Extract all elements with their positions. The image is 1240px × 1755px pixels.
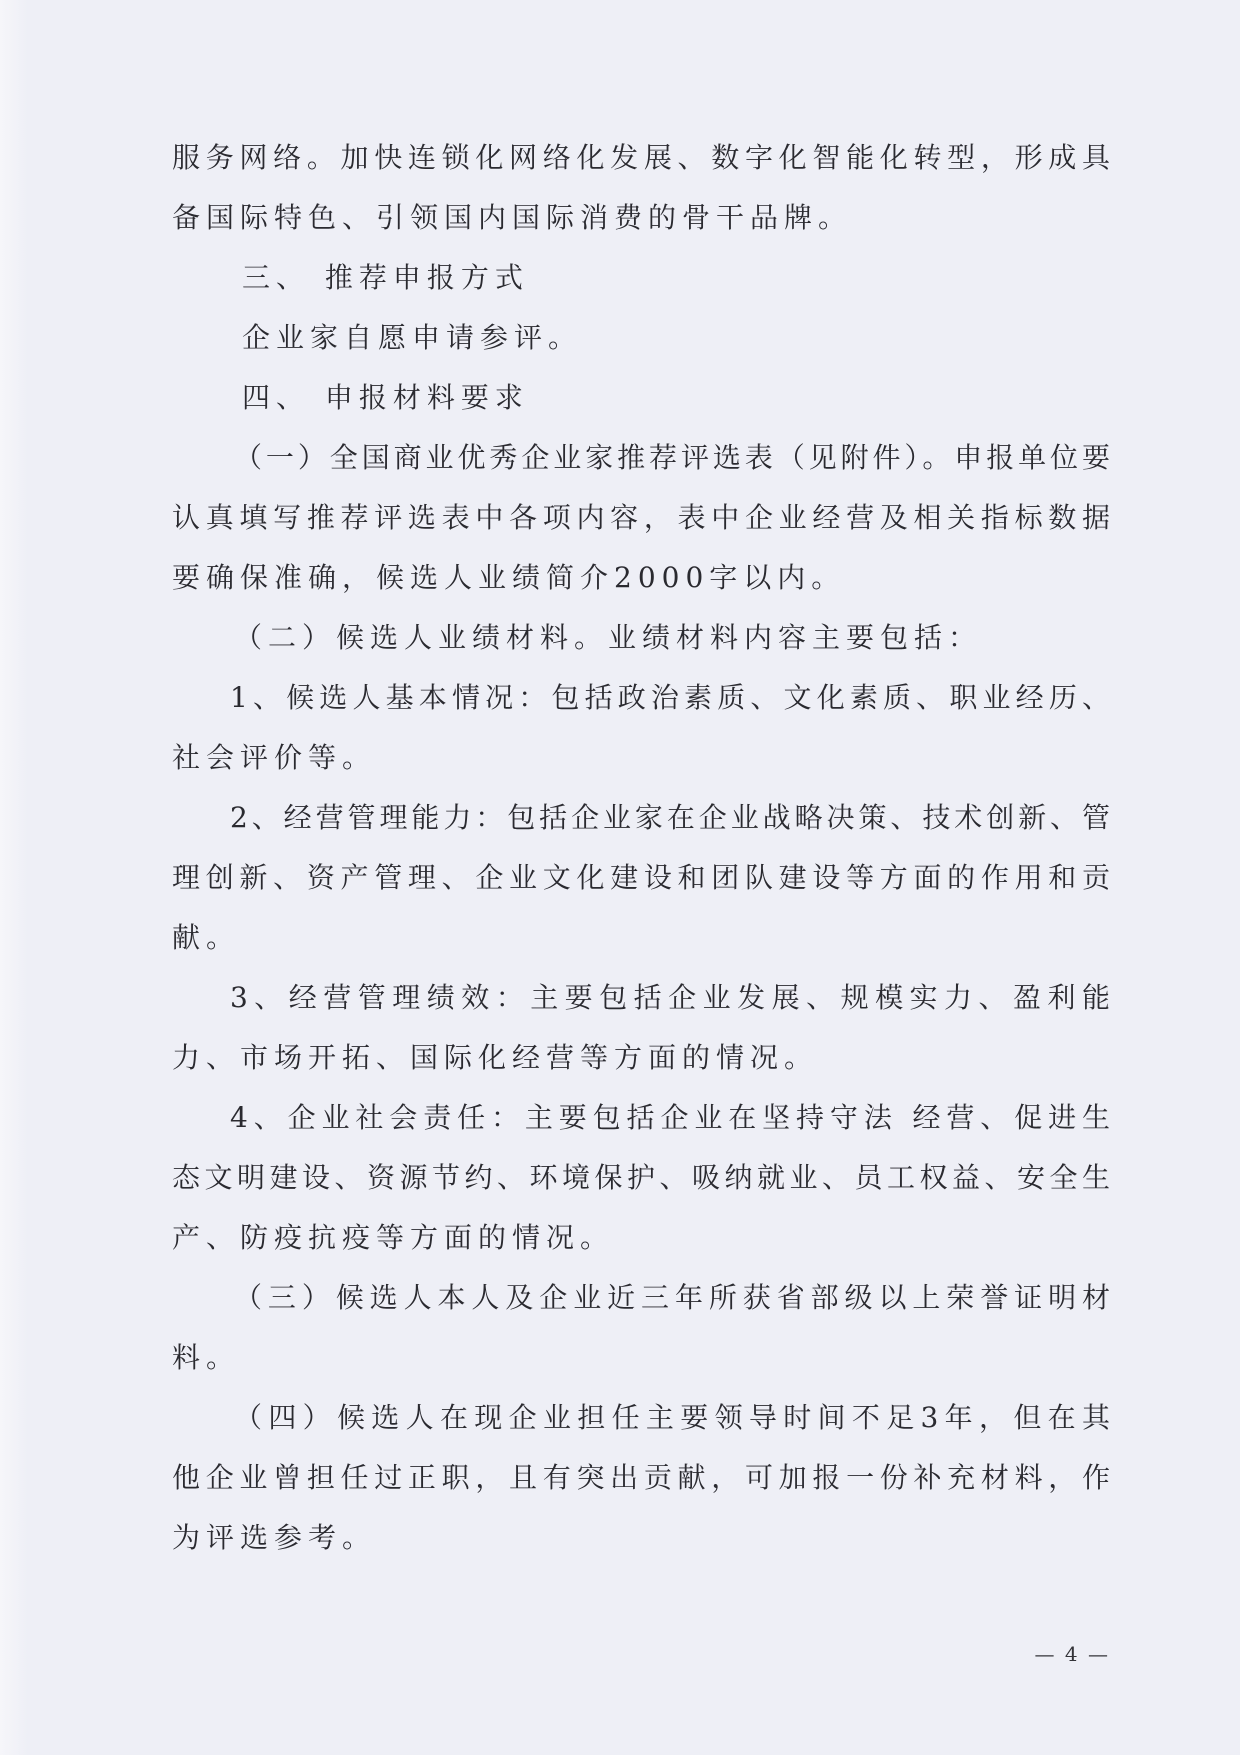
text-line: 献。	[172, 921, 241, 954]
text-line: 3、经营管理绩效：主要包括企业发展、规模实力、盈利能	[230, 981, 1112, 1014]
text-line: 他企业曾担任过正职，且有突出贡献，可加报一份补充材料，作	[172, 1461, 1112, 1494]
text-line: 要确保准确，候选人业绩简介2000字以内。	[172, 561, 846, 594]
scan-edge	[0, 0, 28, 1755]
document-body	[172, 128, 1112, 1568]
text-line: 料。	[172, 1341, 241, 1374]
text-line: （一）全国商业优秀企业家推荐评选表（见附件）。申报单位要	[234, 441, 1112, 474]
text-line: 服务网络。加快连锁化网络化发展、数字化智能化转型，形成具	[172, 141, 1112, 174]
text-line: （二）候选人业绩材料。业绩材料内容主要包括：	[234, 621, 983, 654]
text-line: （四）候选人在现企业担任主要领导时间不足3年，但在其	[234, 1401, 1112, 1434]
text-line: 产、防疫抗疫等方面的情况。	[172, 1221, 615, 1254]
text-line: 为评选参考。	[172, 1521, 377, 1554]
page-number: — 4 —	[1034, 1642, 1110, 1666]
section-heading-4: 四、 申报材料要求	[242, 381, 529, 414]
text-line: 态文明建设、资源节约、环境保护、吸纳就业、员工权益、安全生	[172, 1161, 1112, 1194]
text-line: 备国际特色、引领国内国际消费的骨干品牌。	[172, 201, 853, 234]
text-line: 社会评价等。	[172, 741, 377, 774]
text-line: 力、市场开拓、国际化经营等方面的情况。	[172, 1041, 819, 1074]
section-heading-3: 三、 推荐申报方式	[242, 261, 529, 294]
text-line: 4、企业社会责任：主要包括企业在坚持守法 经营、促进生	[230, 1101, 1112, 1134]
text-line: 理创新、资产管理、企业文化建设和团队建设等方面的作用和贡	[172, 861, 1112, 894]
text-line: （三）候选人本人及企业近三年所获省部级以上荣誉证明材	[234, 1281, 1112, 1314]
text-line: 认真填写推荐评选表中各项内容，表中企业经营及相关指标数据	[172, 501, 1112, 534]
text-line: 企业家自愿申请参评。	[242, 321, 583, 354]
text-line: 1、候选人基本情况：包括政治素质、文化素质、职业经历、	[230, 681, 1112, 714]
text-line: 2、经营管理能力：包括企业家在企业战略决策、技术创新、管	[230, 801, 1112, 834]
